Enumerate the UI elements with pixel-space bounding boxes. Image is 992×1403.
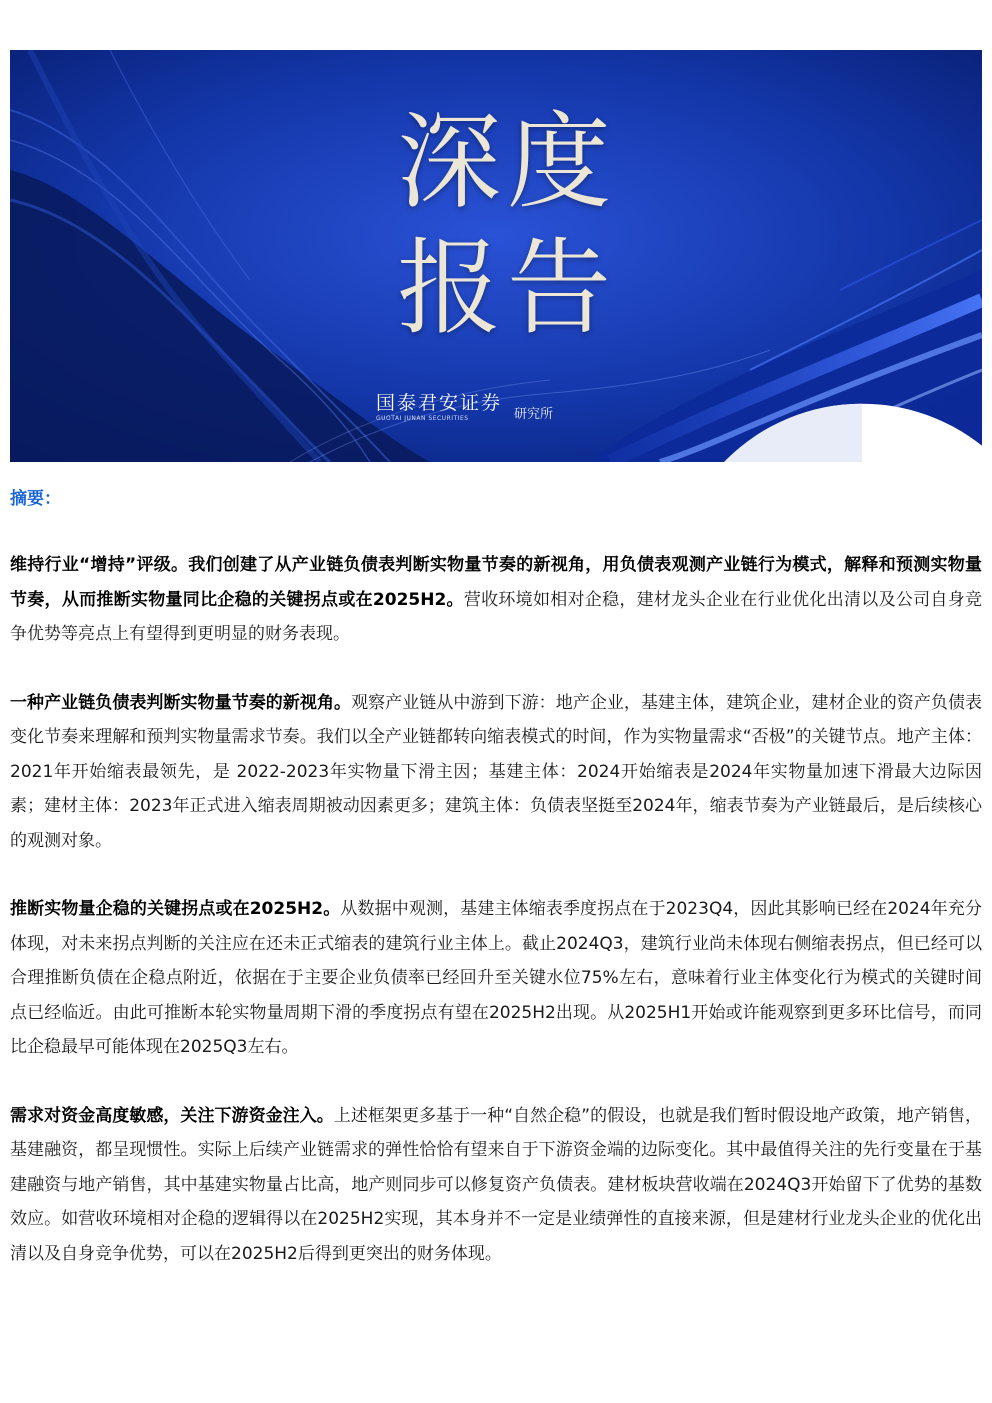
paragraph-funding-sensitivity [10,1099,982,1272]
paragraph-body: 上述框架更多基于一种“自然企稳”的假设，也就是我们暂时假设地产政策，地产销售，基建融资，都呈现惯性。实际上后续产业链需求的弹性恰恰有望来自于下游资金端的边际变化。其中最值得关注的先行变量在于基建融资与地产销售，其中基建实物量占比高，地产则同步可以修复资产负债表。建材板块营收端在2024Q3开始留下了优势的基数效应。如营收环境相对企稳的逻辑得以在2025H2实现，其本身并不一定是业绩弹性的直接来源，但是建材行业龙头企业的优化出清以及自身竞争优势，可以在2025H2后得到更突出的财务体现。 [10,1105,982,1264]
brand-logo-lockup [376,390,553,426]
paragraph-body: 从数据中观测，基建主体缩表季度拐点在于2023Q4，因此其影响已经在2024年充分体现，对未来拐点判断的关注应在还未正式缩表的建筑行业主体上。截止2024Q3，建筑行业尚未体现右侧缩表拐点，但已经可以合理推断负债在企稳点附近，依据在于主要企业负债率已经回升至关键水位75%左右，意味着行业主体变化行为模式的关键时间点已经临近。由此可推断本轮实物量周期下滑的季度拐点有望在2025H2出现。从2025H1开始或许能观察到更多环比信号，而同比企稳最早可能体现在2025Q3左右。 [10,899,982,1057]
paragraph-lead: 需求对资金高度敏感，关注下游资金注入。 [10,1105,334,1126]
report-banner [10,50,982,462]
paragraph-lead: 维持行业“增持”评级。我们创建了从产业链负债表判断实物量节奏的新视角，用负债表观测产业链行为模式，解释和预测实物量节奏，从而推断实物量同比企稳的关键拐点或在2025H2。 [10,555,982,610]
paragraph-rating [10,548,982,652]
paragraph-body: 营收环境如相对企稳，建材龙头企业在行业优化出清以及公司自身竞争优势等亮点上有望得到更明显的财务表现。 [10,589,982,644]
brand-name: 国泰君安证券 [376,392,503,414]
summary-content [10,548,982,1305]
banner-title-line1: 深度 [396,101,617,223]
paragraph-turning-point [10,892,982,1065]
paragraph-new-perspective [10,686,982,859]
brand-name-en: GUOTAI JUNAN SECURITIES [376,415,469,422]
paragraph-lead: 推断实物量企稳的关键拐点或在2025H2。 [10,899,341,919]
paragraph-lead: 一种产业链负债表判断实物量节奏的新视角。 [10,692,352,713]
brand-logo-icon [376,390,982,462]
paragraph-body: 观察产业链从中游到下游：地产企业，基建主体，建筑企业，建材企业的资产负债表变化节奏来理解和预判实物量需求节奏。我们以全产业链都转向缩表模式的时间，作为实物量需求“否极”的关键节点。地产主体：2021年开始缩表最领先，是 2022-2023年实物量下滑主因；基建主体：2024开始缩表是2024年实物量加速下滑最大边际因素；建材主体：2023年正式进入缩表周期被动因素更多；建筑主体：负债表坚挺至2024年，缩表节奏为产业链最后，是后续核心的观测对象。 [10,692,983,851]
summary-label: 摘要： [10,489,61,509]
banner-title-line2: 报告 [396,227,617,349]
brand-subtitle: 研究所 [514,406,554,422]
